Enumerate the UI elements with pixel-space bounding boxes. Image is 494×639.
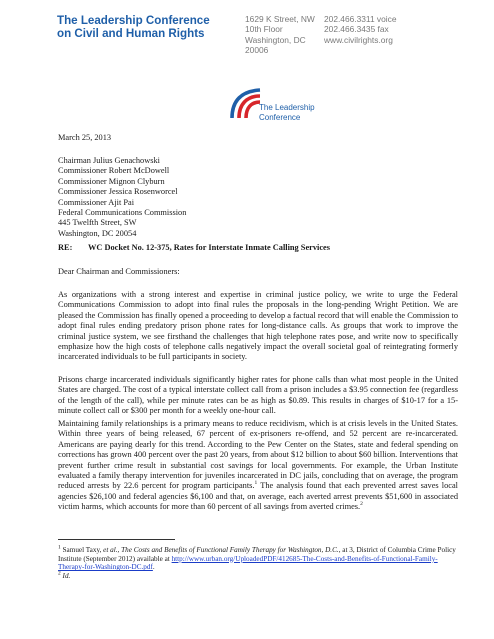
mailing-address bbox=[245, 14, 315, 56]
recipient-line: 445 Twelfth Street, SW bbox=[58, 218, 137, 228]
subject-label: RE: bbox=[58, 243, 73, 252]
footnote-number: 1 bbox=[58, 544, 61, 551]
footnote-ref-2[interactable]: 2 bbox=[360, 501, 363, 508]
phone-fax: 202.466.3435 fax bbox=[324, 24, 389, 35]
recipient-line: Commissioner Mignon Clyburn bbox=[58, 176, 165, 186]
address-line: 1629 K Street, NW bbox=[245, 14, 315, 24]
letter-date: March 25, 2013 bbox=[58, 133, 112, 142]
organization-name bbox=[57, 14, 210, 40]
footnote-1: $^1$ Samuel Taxy, et al., The Costs and Benefits of Functional Family Therapy for Washington, D.C., at 3, District of Columbia Crime Policy Institute (September 2012) available at http://www.urban.org/UploadedPDF/412685-The-Costs-and-Benefits-of-Functional-Family-Therapy-for-Washington-DC.pdf. bbox=[58, 544, 456, 572]
salutation: Dear Chairman and Commissioners: bbox=[58, 267, 180, 276]
recipient-line: Washington, DC 20054 bbox=[58, 228, 137, 238]
address-line: 10th Floor bbox=[245, 24, 283, 35]
org-name-line-2: on Civil and Human Rights bbox=[57, 27, 205, 40]
footnote-divider bbox=[58, 539, 175, 540]
footnotes bbox=[58, 546, 458, 580]
website: www.civilrights.org bbox=[324, 34, 393, 45]
subject-text: WC Docket No. 12-375, Rates for Interstate Inmate Calling Services bbox=[88, 243, 331, 252]
footnote-2: $^2$ Id. bbox=[58, 570, 71, 580]
recipient-line: Commissioner Robert McDowell bbox=[58, 166, 170, 176]
body-paragraph-2: Prisons charge incarcerated individuals significantly higher rates for phone calls than what most people in the United States are charged. The cost of a typical interstate collect call from a prison includes a $3.95 connection fee (regardless of the length of the call), while per minute rates can be as high as $0.89. This results in charges of $10-17 for a 15-minute collect call or $300 per month for a weekly one-hour call. bbox=[58, 375, 458, 416]
logo-wordmark: The Leadership Conference bbox=[259, 103, 315, 122]
recipient-block bbox=[58, 156, 458, 239]
footnote-number: 2 bbox=[58, 570, 61, 577]
address-line: Washington, DC bbox=[245, 34, 306, 45]
leadership-conference-logo-icon bbox=[226, 86, 262, 120]
body-paragraph-1: As organizations with a strong interest and expertise in criminal justice policy, we write to urge the Federal Communications Commission to adopt into final rules the proposals in the long-pending Wright Petition. We are pleased the Commission has finally opened a proceeding to develop a factual record that will enable the Commission to adopt final rules ending predatory prison phone rates for long-distance calls. As groups that work to improve the criminal justice system, we see firsthand the challenges that high telephone rates pose, and write now to specifically emphasize how the high costs of telephone calls negatively impact the overall societal goal of reintegrating formerly incarcerated individuals to be full participants in society. bbox=[58, 290, 458, 362]
recipient-line: Commissioner Jessica Rosenworcel bbox=[58, 187, 178, 197]
subject-line bbox=[58, 243, 458, 253]
recipient-line: Commissioner Ajit Pai bbox=[58, 197, 135, 207]
address-line: 20006 bbox=[245, 45, 269, 56]
contact-info bbox=[324, 14, 397, 45]
recipient-line: Chairman Julius Genachowski bbox=[58, 156, 160, 165]
footnote-link[interactable]: http://www.urban.org/UploadedPDF/412685-The-Costs-and-Benefits-of-Functional-Family-Therapy-for-Washington-DC.pdf bbox=[58, 554, 438, 572]
body-paragraph-3: Maintaining family relationships is a primary means to reduce recidivism, which is at crisis levels in the United States. Within three years of being released, 67 percent of ex-prisoners re-offend, and 52 percent are re-incarcerated. Americans are paying dearly for this trend. According to the Pew Center on the States, state and federal spending on corrections has grown 400 percent over the past 20 years, from about $12 billion to about $60 billion. Interventions that prevent further crime result in substantial cost savings for local governments. For example, the Urban Institute evaluated a family therapy intervention for juveniles incarcerated in DC jails, concluding that on average, the program reduced arrests by 22.6 percent for program participants.$^1$ The analysis found that each prevented arrest saves local agencies $26,100 and federal agencies $6,100 and that, on average, each averted arrest prevents $51,600 in associated victim harms, which accounts for more than 60 percent of all savings from averted crimes.$^2$ bbox=[58, 419, 458, 512]
phone-voice: 202.466.3311 voice bbox=[324, 14, 397, 24]
recipient-line: Federal Communications Commission bbox=[58, 208, 187, 218]
footnote-ref-1[interactable]: 1 bbox=[254, 480, 258, 487]
org-name-line-1: The Leadership Conference bbox=[57, 14, 210, 27]
